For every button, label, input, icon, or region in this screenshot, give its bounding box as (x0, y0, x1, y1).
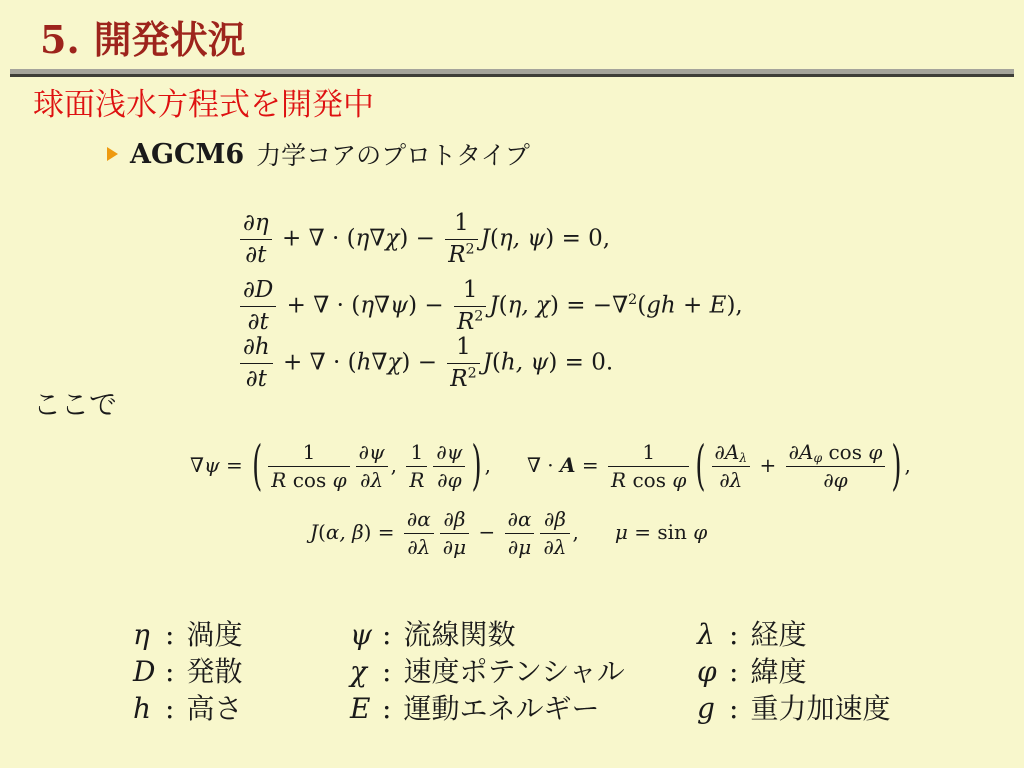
legend-separator: : (729, 655, 739, 688)
title-divider (10, 69, 1014, 77)
legend-separator: : (165, 692, 175, 725)
legend-symbol: h (133, 692, 152, 725)
legend-term: 速度ポテンシャル (403, 656, 625, 687)
legend-column (697, 616, 890, 727)
legend-term: 運動エネルギー (403, 693, 600, 724)
legend-term: 重力加速度 (750, 693, 891, 724)
page-title-text: 開発状況 (93, 17, 246, 62)
here-label: ここで (33, 389, 118, 420)
triangle-bullet-icon (107, 147, 118, 161)
page-title (40, 18, 246, 62)
legend-term: 流線関数 (403, 619, 516, 650)
legend-item (697, 653, 890, 690)
legend-separator: : (165, 618, 175, 651)
bullet-item-label: 力学コアのプロトタイプ (256, 142, 530, 170)
equation-vorticity: $\frac{\partial\eta}{\partial t}$ + ∇ · (η∇χ) − $\frac{1}{R^2}$ J(η, ψ) = 0, (237, 209, 610, 267)
legend-term: 発散 (186, 656, 243, 687)
legend-separator: : (382, 692, 392, 725)
legend-column (350, 616, 625, 727)
legend-item (697, 616, 890, 653)
legend-symbol: λ (697, 618, 715, 651)
legend-separator: : (165, 655, 175, 688)
equation-jacobian-definition: J(α, β) = $\frac{\partial\alpha}{\partial\lambda}$ $\frac{\partial\beta}{\partial\mu}$ − $\frac{\partial\alpha}{\partial\mu}$ $\frac{\partial\beta}{\partial\lambda}$ , μ = sin φ (310, 507, 708, 559)
page-title-number: 5. (40, 17, 80, 62)
legend-column (133, 616, 242, 727)
legend-separator: : (729, 618, 739, 651)
legend-symbol: D (133, 655, 156, 688)
bullet-item-strong: AGCM6 (130, 138, 245, 170)
legend-item (697, 690, 890, 727)
legend-symbol: g (697, 692, 715, 725)
legend-symbol: χ (350, 655, 367, 688)
legend-item (133, 690, 242, 727)
legend-item (350, 690, 625, 727)
bullet-item (107, 136, 530, 172)
legend-item (350, 616, 625, 653)
legend-item (133, 616, 242, 653)
legend-symbol: ψ (350, 618, 372, 651)
legend-symbol: E (350, 692, 371, 725)
legend-separator: : (382, 618, 392, 651)
equation-divergence: $\frac{\partial D}{\partial t}$ + ∇ · (η∇ψ) − $\frac{1}{R^2}$ J(η, χ) = −∇$^2$(gh + E), (237, 271, 743, 329)
legend-item (133, 653, 242, 690)
legend-term: 経度 (750, 619, 807, 650)
legend-separator: : (729, 692, 739, 725)
legend-term: 緯度 (750, 656, 807, 687)
legend-symbol: η (133, 618, 150, 651)
legend-symbol: φ (697, 655, 717, 688)
legend-item (350, 653, 625, 690)
legend-term: 高さ (186, 693, 243, 724)
legend-term: 渦度 (186, 619, 243, 650)
subtitle: 球面浅水方程式を開発中 (33, 87, 374, 122)
equation-gradient-divergence-definitions: ∇ψ = ( $\frac{1}{\text{R cos φ}}$ $\frac{\partial\psi}{\partial\lambda}$ , $\frac{1}{R}$ $\frac{\partial\psi}{\partial\varphi}$ ) , ∇ · A = $\frac{1}{\text{R cos φ}}$ ( $\frac{\partial A\lambda}{\partial\lambda}$ + $\frac{\text{∂Aφ cos φ}}{\partial\varphi}$ ) , (190, 435, 911, 498)
equation-height: $\frac{\partial h}{\partial t}$ + ∇ · (h∇χ) − $\frac{1}{R^2}$ J(h, ψ) = 0. (237, 333, 613, 391)
legend-separator: : (382, 655, 392, 688)
